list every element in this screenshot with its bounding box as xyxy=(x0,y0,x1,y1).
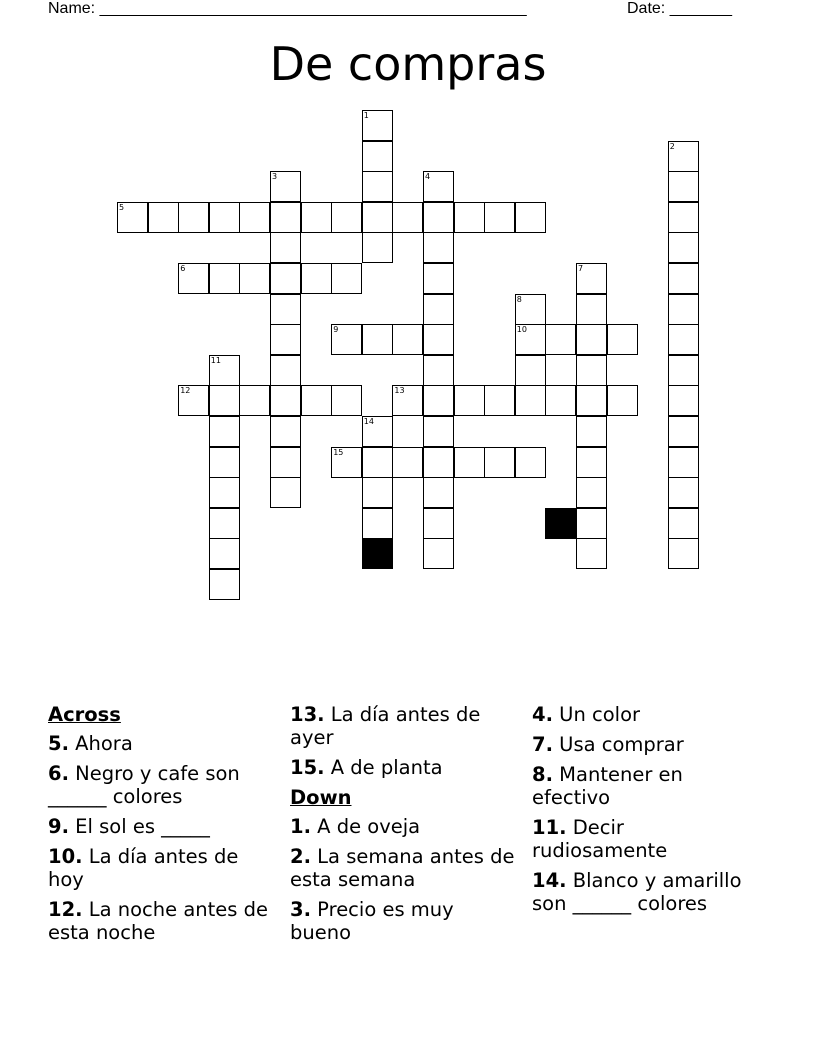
grid-cell[interactable] xyxy=(362,232,393,263)
grid-cell[interactable] xyxy=(423,385,454,416)
cell-number: 7 xyxy=(578,264,584,273)
clue-text: La día antes de ayer xyxy=(290,703,481,749)
grid-cell[interactable] xyxy=(668,416,699,447)
clue-number: 14. xyxy=(532,869,567,892)
grid-cell[interactable] xyxy=(576,294,607,325)
grid-cell[interactable] xyxy=(423,171,454,202)
grid-cell[interactable] xyxy=(331,202,362,233)
clue-text: A de oveja xyxy=(310,815,421,838)
cell-number: 4 xyxy=(425,172,431,182)
grid-cell[interactable] xyxy=(362,202,393,233)
cell-number: 14 xyxy=(363,417,374,426)
page-title: De compras xyxy=(269,37,547,91)
grid-cell[interactable] xyxy=(484,447,515,478)
cell-number: 11 xyxy=(210,355,221,365)
grid-cell[interactable] xyxy=(209,416,240,447)
clue-list-across-2 xyxy=(290,703,515,779)
grid-cell[interactable] xyxy=(668,232,699,263)
clue-number: 15. xyxy=(290,756,325,779)
cell-number: 10 xyxy=(516,325,527,335)
clue-text: Usa comprar xyxy=(552,733,684,756)
grid-cell[interactable] xyxy=(668,294,699,325)
clue-number: 2. xyxy=(290,845,311,868)
grid-cell[interactable] xyxy=(362,141,393,172)
grid-cell[interactable] xyxy=(270,385,301,416)
cell-number: 13 xyxy=(394,386,405,396)
grid-cell[interactable] xyxy=(270,477,301,508)
grid-cell[interactable] xyxy=(209,538,240,569)
cell-number: 12 xyxy=(180,386,191,396)
grid-cell[interactable] xyxy=(545,385,576,416)
grid-cell[interactable] xyxy=(576,416,607,447)
grid-cell[interactable] xyxy=(423,447,454,478)
grid-cell[interactable] xyxy=(209,508,240,539)
grid-cell[interactable] xyxy=(270,171,301,202)
grid-cell[interactable] xyxy=(484,385,515,416)
clue-item xyxy=(48,732,273,755)
grid-cell[interactable] xyxy=(423,355,454,386)
clue-text: La noche antes de esta noche xyxy=(48,898,269,944)
cell-number: 1 xyxy=(363,111,369,120)
grid-cell[interactable] xyxy=(576,385,607,416)
grid-cell[interactable] xyxy=(239,385,270,416)
clues-column-2 xyxy=(290,703,515,951)
cell-number: 3 xyxy=(272,172,278,182)
clue-item xyxy=(290,898,515,944)
grid-cell[interactable] xyxy=(209,202,240,233)
grid-cell[interactable] xyxy=(423,508,454,539)
clue-item xyxy=(532,763,757,809)
clue-number: 3. xyxy=(290,898,311,921)
grid-cell[interactable] xyxy=(607,324,638,355)
grid-cell[interactable] xyxy=(423,263,454,294)
grid-cell[interactable] xyxy=(423,538,454,569)
grid-cell[interactable] xyxy=(576,508,607,539)
grid-cell[interactable] xyxy=(270,324,301,355)
grid-cell[interactable] xyxy=(331,324,362,355)
cell-number: 5 xyxy=(119,202,125,212)
clue-text: Precio es muy bueno xyxy=(290,898,454,944)
cell-number: 9 xyxy=(333,325,339,335)
clue-number: 12. xyxy=(48,898,83,921)
grid-cell[interactable] xyxy=(362,110,393,141)
grid-cell[interactable] xyxy=(515,202,546,233)
grid-cell[interactable] xyxy=(668,324,699,355)
clue-item xyxy=(290,703,515,749)
grid-cell[interactable] xyxy=(148,202,179,233)
grid-cell[interactable] xyxy=(178,263,209,294)
grid-cell[interactable] xyxy=(576,263,607,294)
grid-cell[interactable] xyxy=(239,202,270,233)
clue-text: La día antes de hoy xyxy=(48,845,239,891)
grid-cell[interactable] xyxy=(423,477,454,508)
clue-text: Ahora xyxy=(68,732,133,755)
grid-cell[interactable] xyxy=(362,477,393,508)
grid-cell[interactable] xyxy=(362,171,393,202)
grid-cell[interactable] xyxy=(270,294,301,325)
clue-item xyxy=(532,703,757,726)
grid-cell[interactable] xyxy=(668,385,699,416)
grid-cell[interactable] xyxy=(392,324,423,355)
grid-cell[interactable] xyxy=(668,202,699,233)
clue-item xyxy=(48,898,273,944)
grid-cell[interactable] xyxy=(423,324,454,355)
down-header: Down xyxy=(290,786,352,809)
grid-cell[interactable] xyxy=(668,508,699,539)
grid-cell[interactable] xyxy=(423,416,454,447)
grid-cell[interactable] xyxy=(392,447,423,478)
clue-text: Negro y cafe son ______ colores xyxy=(48,762,240,808)
clue-item xyxy=(532,733,757,756)
clue-item xyxy=(48,845,273,891)
grid-cell[interactable] xyxy=(607,385,638,416)
clue-item xyxy=(48,762,273,808)
grid-cell[interactable] xyxy=(117,202,148,233)
grid-cell[interactable] xyxy=(668,477,699,508)
clue-text: A de planta xyxy=(324,756,443,779)
clue-text: El sol es _____ xyxy=(68,815,210,838)
clue-number: 13. xyxy=(290,703,325,726)
grid-cell[interactable] xyxy=(270,355,301,386)
grid-cell[interactable] xyxy=(301,263,332,294)
grid-cell[interactable] xyxy=(668,355,699,386)
grid-cell[interactable] xyxy=(270,202,301,233)
clue-item xyxy=(290,815,515,838)
grid-cell[interactable] xyxy=(270,416,301,447)
grid-cell[interactable] xyxy=(331,263,362,294)
grid-cell[interactable] xyxy=(270,263,301,294)
clue-number: 8. xyxy=(532,763,553,786)
black-cell xyxy=(362,538,393,569)
black-cell xyxy=(545,508,576,539)
clue-text: La semana antes de esta semana xyxy=(290,845,515,891)
grid-cell[interactable] xyxy=(178,202,209,233)
clue-text: Blanco y amarillo son ______ colores xyxy=(532,869,742,915)
grid-cell[interactable] xyxy=(454,385,485,416)
grid-cell[interactable] xyxy=(668,263,699,294)
clue-number: 7. xyxy=(532,733,553,756)
grid-cell[interactable] xyxy=(392,202,423,233)
grid-cell[interactable] xyxy=(331,385,362,416)
grid-cell[interactable] xyxy=(209,447,240,478)
across-header: Across xyxy=(48,703,121,726)
grid-cell[interactable] xyxy=(454,202,485,233)
grid-cell[interactable] xyxy=(270,232,301,263)
grid-cell[interactable] xyxy=(362,324,393,355)
grid-cell[interactable] xyxy=(178,385,209,416)
name-field-label: Name: ________________________________________________ xyxy=(48,0,527,17)
grid-cell[interactable] xyxy=(423,232,454,263)
grid-cell[interactable] xyxy=(576,355,607,386)
cell-number: 2 xyxy=(669,141,675,151)
grid-cell[interactable] xyxy=(576,447,607,478)
clue-list-down-1 xyxy=(290,815,515,944)
grid-cell[interactable] xyxy=(668,538,699,569)
grid-cell[interactable] xyxy=(545,324,576,355)
cell-number: 6 xyxy=(180,264,186,273)
clue-list-across-1 xyxy=(48,732,273,944)
grid-cell[interactable] xyxy=(515,355,546,386)
grid-cell[interactable] xyxy=(209,385,240,416)
grid-cell[interactable] xyxy=(331,447,362,478)
grid-cell[interactable] xyxy=(576,538,607,569)
grid-cell[interactable] xyxy=(576,324,607,355)
clue-list-down-2 xyxy=(532,703,757,915)
grid-cell[interactable] xyxy=(484,202,515,233)
cell-number: 8 xyxy=(516,294,522,304)
clue-number: 6. xyxy=(48,762,69,785)
clue-number: 4. xyxy=(532,703,553,726)
grid-cell[interactable] xyxy=(362,508,393,539)
grid-cell[interactable] xyxy=(362,416,393,447)
grid-cell[interactable] xyxy=(515,447,546,478)
grid-cell[interactable] xyxy=(392,385,423,416)
grid-cell[interactable] xyxy=(454,447,485,478)
date-field-label: Date: _______ xyxy=(627,0,732,17)
clue-number: 11. xyxy=(532,816,567,839)
clue-item xyxy=(532,869,757,915)
clue-text: Un color xyxy=(552,703,641,726)
grid-cell[interactable] xyxy=(668,141,699,172)
clue-item xyxy=(290,756,515,779)
clues-column-3 xyxy=(532,703,757,922)
clue-number: 10. xyxy=(48,845,83,868)
clue-number: 9. xyxy=(48,815,69,838)
grid-cell[interactable] xyxy=(668,171,699,202)
clue-number: 5. xyxy=(48,732,69,755)
grid-cell[interactable] xyxy=(209,477,240,508)
grid-cell[interactable] xyxy=(423,294,454,325)
grid-cell[interactable] xyxy=(270,447,301,478)
grid-cell[interactable] xyxy=(301,202,332,233)
grid-cell[interactable] xyxy=(239,263,270,294)
clue-item xyxy=(48,815,273,838)
grid-cell[interactable] xyxy=(515,294,546,325)
clue-item xyxy=(532,816,757,862)
grid-cell[interactable] xyxy=(423,202,454,233)
grid-cell[interactable] xyxy=(668,447,699,478)
grid-cell[interactable] xyxy=(576,477,607,508)
grid-cell[interactable] xyxy=(301,385,332,416)
cell-number: 15 xyxy=(333,447,344,457)
clue-text: Decir rudiosamente xyxy=(532,816,668,862)
grid-cell[interactable] xyxy=(209,355,240,386)
clue-number: 1. xyxy=(290,815,311,838)
grid-cell[interactable] xyxy=(515,324,546,355)
grid-cell[interactable] xyxy=(515,385,546,416)
clue-item xyxy=(290,845,515,891)
clues-column-1 xyxy=(48,703,273,951)
grid-cell[interactable] xyxy=(209,569,240,600)
clue-text: Mantener en efectivo xyxy=(532,763,683,809)
grid-cell[interactable] xyxy=(362,447,393,478)
grid-cell[interactable] xyxy=(209,263,240,294)
